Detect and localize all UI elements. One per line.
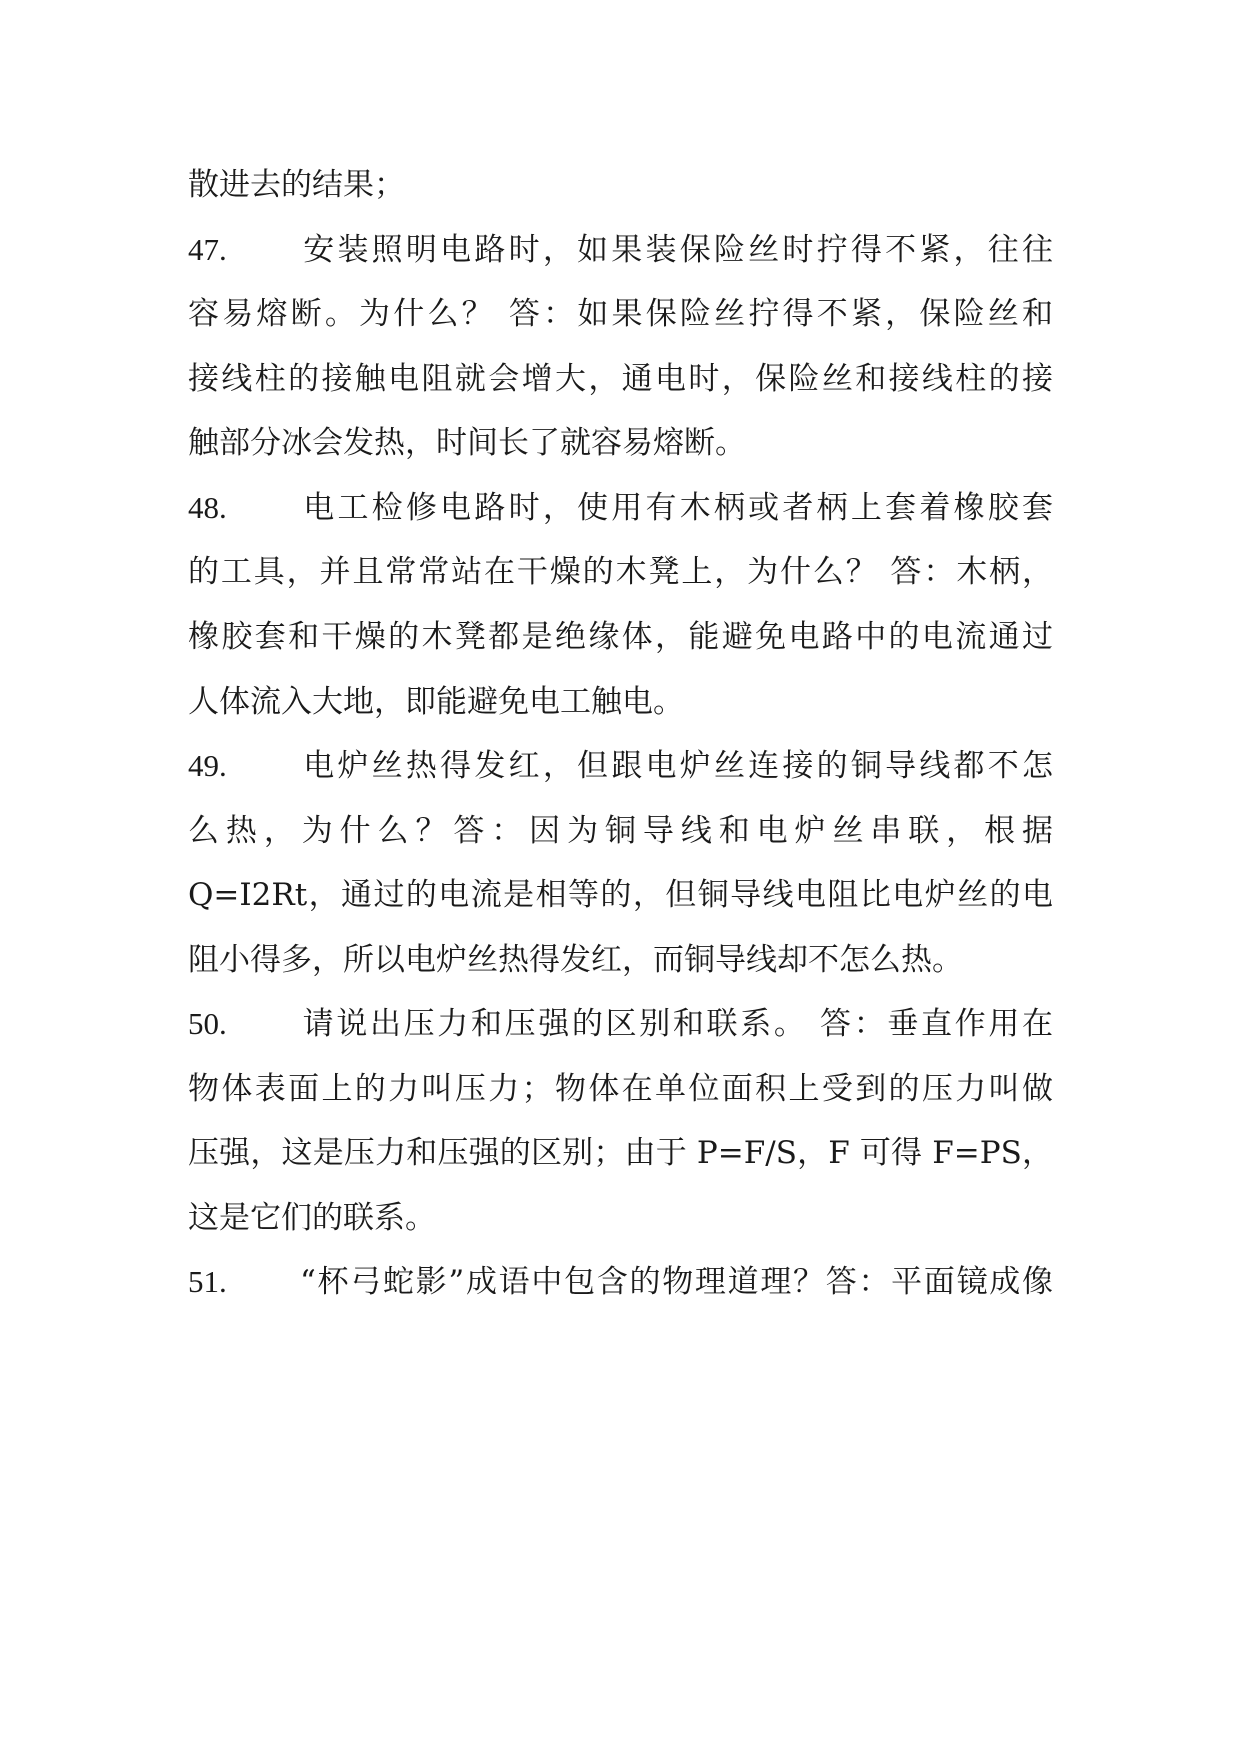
text-line xyxy=(188,612,1053,662)
line-text: 人体流入大地，即能避免电工触电。 xyxy=(188,684,684,720)
text-line xyxy=(188,483,1053,533)
text-line xyxy=(188,225,1053,275)
text-line xyxy=(188,999,1053,1049)
line-text: 物体表面上的力叫压力；物体在单位面积上受到的压力叫做 xyxy=(188,1071,1053,1107)
text-line xyxy=(188,870,1053,920)
line-text: 散进去的结果； xyxy=(188,167,405,203)
line-text: Q=I2Rt，通过的电流是相等的，但铜导线电阻比电炉丝的电 xyxy=(188,877,1053,913)
line-text: 压强，这是压力和压强的区别；由于 P=F/S，F 可得 F=PS， xyxy=(188,1135,1053,1171)
line-text: 橡胶套和干燥的木凳都是绝缘体，能避免电路中的电流通过 xyxy=(188,619,1053,655)
text-line xyxy=(188,1193,1053,1243)
text-line xyxy=(188,677,1053,727)
line-text: 电炉丝热得发红，但跟电炉丝连接的铜导线都不怎 xyxy=(300,748,1053,784)
line-text: 容易熔断。为什么？ 答：如果保险丝拧得不紧，保险丝和 xyxy=(188,296,1053,332)
item-number: 49. xyxy=(188,748,227,783)
text-line xyxy=(188,935,1053,985)
item-number: 51. xyxy=(188,1264,227,1299)
text-line xyxy=(188,354,1053,404)
line-text: 阻小得多，所以电炉丝热得发红，而铜导线却不怎么热。 xyxy=(188,942,963,978)
line-text: 触部分冰会发热，时间长了就容易熔断。 xyxy=(188,425,746,461)
line-text: 的工具，并且常常站在干燥的木凳上，为什么？ 答：木柄， xyxy=(188,554,1053,590)
line-text: 电工检修电路时，使用有木柄或者柄上套着橡胶套 xyxy=(300,490,1053,526)
line-text: 这是它们的联系。 xyxy=(188,1200,436,1236)
line-text: 请说出压力和压强的区别和联系。 答：垂直作用在 xyxy=(300,1006,1053,1042)
text-line xyxy=(188,418,1053,468)
text-line xyxy=(188,1257,1053,1307)
item-number: 47. xyxy=(188,232,227,267)
line-text: 接线柱的接触电阻就会增大，通电时，保险丝和接线柱的接 xyxy=(188,361,1053,397)
item-number: 48. xyxy=(188,490,227,525)
line-text: 安装照明电路时，如果装保险丝时拧得不紧，往往 xyxy=(300,232,1053,268)
text-line xyxy=(188,741,1053,791)
text-line xyxy=(188,547,1053,597)
line-text: “杯弓蛇影”成语中包含的物理道理？答：平面镜成像 xyxy=(300,1264,1053,1300)
text-line xyxy=(188,289,1053,339)
text-line xyxy=(188,160,1053,210)
text-line xyxy=(188,1064,1053,1114)
text-line xyxy=(188,806,1053,856)
text-line xyxy=(188,1128,1053,1178)
line-text: 么热，为什么？答：因为铜导线和电炉丝串联，根据 xyxy=(188,813,1053,849)
item-number: 50. xyxy=(188,1006,227,1041)
